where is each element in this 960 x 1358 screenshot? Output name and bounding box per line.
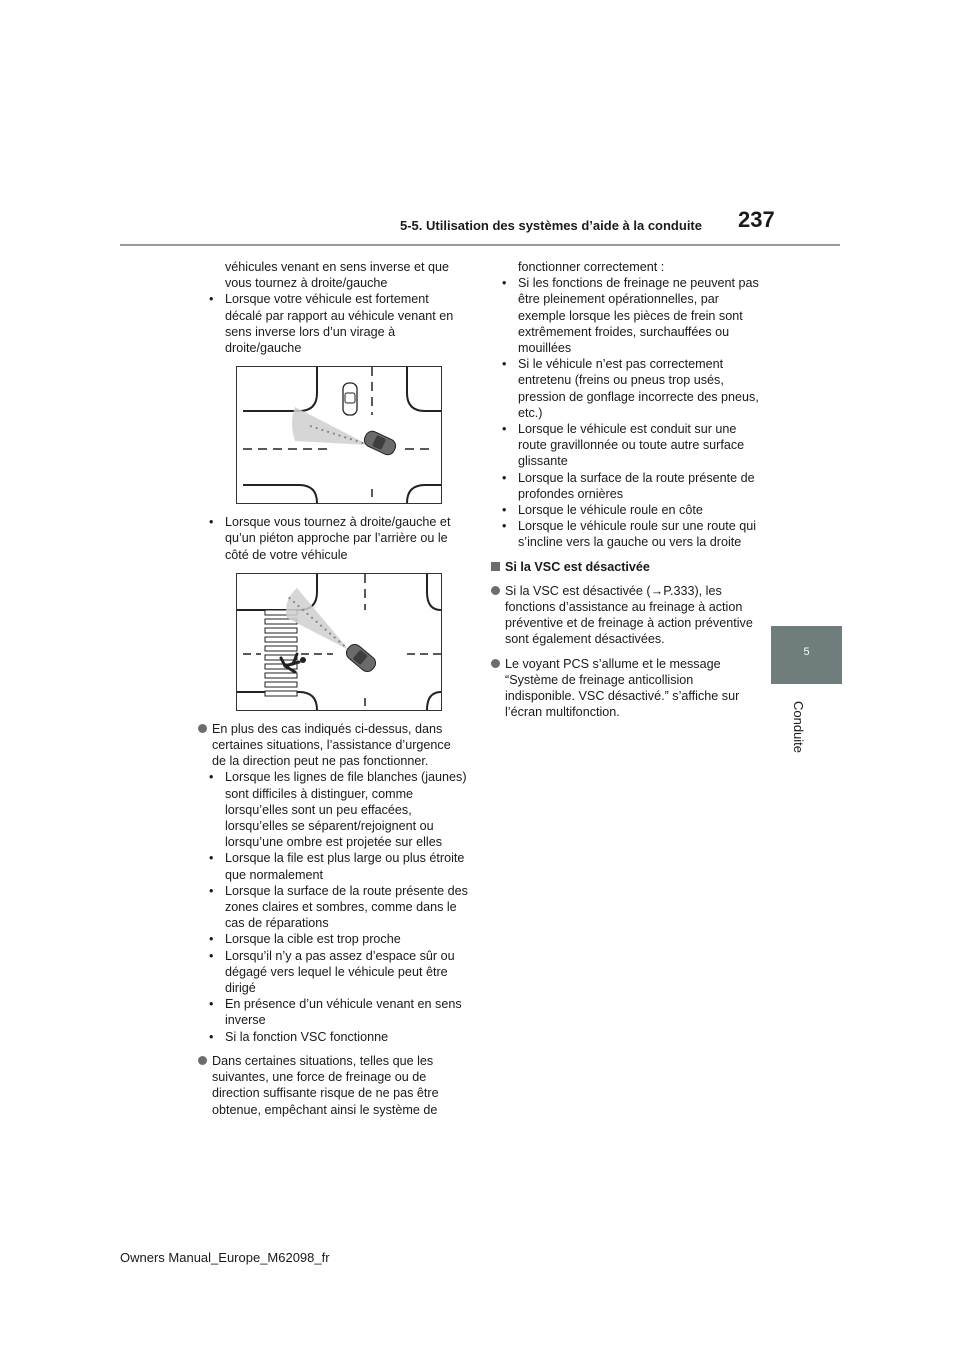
- section-title: 5-5. Utilisation des systèmes d’aide à la conduite: [400, 218, 702, 233]
- circle-bullet-item: Dans certaines situations, telles que les suivantes, une force de freinage ou de direction suffisante risque de ne pas être obtenue, empêchant ainsi le système de: [198, 1053, 468, 1118]
- right-column: [491, 259, 761, 720]
- list-item: • Lorsque votre véhicule est fortement décalé par rapport au véhicule venant en sens inverse lors d’un virage à droite/gauche: [209, 292, 454, 356]
- list-item: • Lorsque vous tournez à droite/gauche et qu’un piéton approche par l’arrière ou le côté de votre véhicule: [209, 515, 451, 562]
- footer-manual-id: Owners Manual_Europe_M62098_fr: [120, 1250, 330, 1265]
- list-item: • Lorsque le véhicule est conduit sur une route gravillonnée ou toute autre surface glissante: [502, 422, 745, 469]
- continued-text: fonctionner correctement :: [518, 260, 665, 274]
- list-item: • Lorsque la file est plus large ou plus étroite que normalement: [209, 851, 465, 882]
- circle-bullet-icon: [198, 724, 207, 733]
- chapter-tab: [771, 626, 842, 684]
- page-number: 237: [738, 207, 775, 232]
- list-item: • Si les fonctions de freinage ne peuvent pas être pleinement opérationnelles, par exemple lorsque les pièces de frein sont extrêmement froides, surchauffées ou mouillées: [502, 276, 759, 356]
- left-column: [198, 259, 468, 1118]
- list-item: • Lorsqu’il n’y a pas assez d’espace sûr ou dégagé vers lequel le véhicule peut être dirigé: [209, 948, 455, 996]
- square-bullet-icon: [491, 562, 500, 571]
- pedestrian-turn-illustration: [236, 573, 442, 711]
- circle-bullet-icon: [491, 659, 500, 668]
- chapter-number: 5: [803, 646, 810, 658]
- list-item: • Lorsque le véhicule roule en côte: [502, 503, 703, 518]
- circle-bullet-icon: [491, 586, 500, 595]
- circle-bullet-item: Si la VSC est désactivée (→P.333), les fonctions d’assistance au freinage à action préventive et de freinage à action préventive sont également désactivées.: [491, 583, 761, 648]
- section-heading: Si la VSC est désactivée: [491, 559, 761, 575]
- list-item: • Lorsque la surface de la route présente des zones claires et sombres, comme dans le cas de réparations: [209, 883, 468, 931]
- circle-bullet-item: Le voyant PCS s’allume et le message “Système de freinage anticollision indisponible. VSC désactivé.” s’affiche sur l’écran multifonction.: [491, 656, 761, 721]
- list-item: • Lorsque le véhicule roule sur une route qui s’incline vers la gauche ou vers la droite: [502, 519, 757, 550]
- oncoming-vehicle-turn-illustration: [236, 366, 442, 504]
- list-item: • Si la fonction VSC fonctionne: [209, 1029, 389, 1044]
- header-divider: [120, 244, 840, 246]
- chapter-name: [778, 692, 818, 762]
- list-item: • Lorsque la cible est trop proche: [209, 932, 401, 947]
- chapter-name-label: Conduite: [791, 700, 807, 754]
- circle-bullet-item: En plus des cas indiqués ci-dessus, dans certaines situations, l’assistance d’urgence de la direction peut ne pas fonctionner.: [198, 721, 468, 770]
- list-item: • Lorsque les lignes de file blanches (jaunes) sont difficiles à distinguer, comme lorsqu’elles sont un peu effacées, lorsqu’elles se séparent/rejoignent ou lorsqu’une ombre est projetée sur elles: [209, 770, 467, 850]
- arrow-icon: →: [650, 583, 664, 598]
- circle-bullet-icon: [198, 1056, 207, 1065]
- list-item: • En présence d’un véhicule venant en sens inverse: [209, 997, 462, 1028]
- list-item: • Lorsque la surface de la route présente de profondes ornières: [502, 470, 755, 501]
- list-item: • Si le véhicule n’est pas correctement entretenu (freins ou pneus trop usés, pression de gonflage incorrecte des pneus, etc.): [502, 357, 759, 420]
- continued-text: véhicules venant en sens inverse et que vous tournez à droite/gauche: [225, 260, 450, 291]
